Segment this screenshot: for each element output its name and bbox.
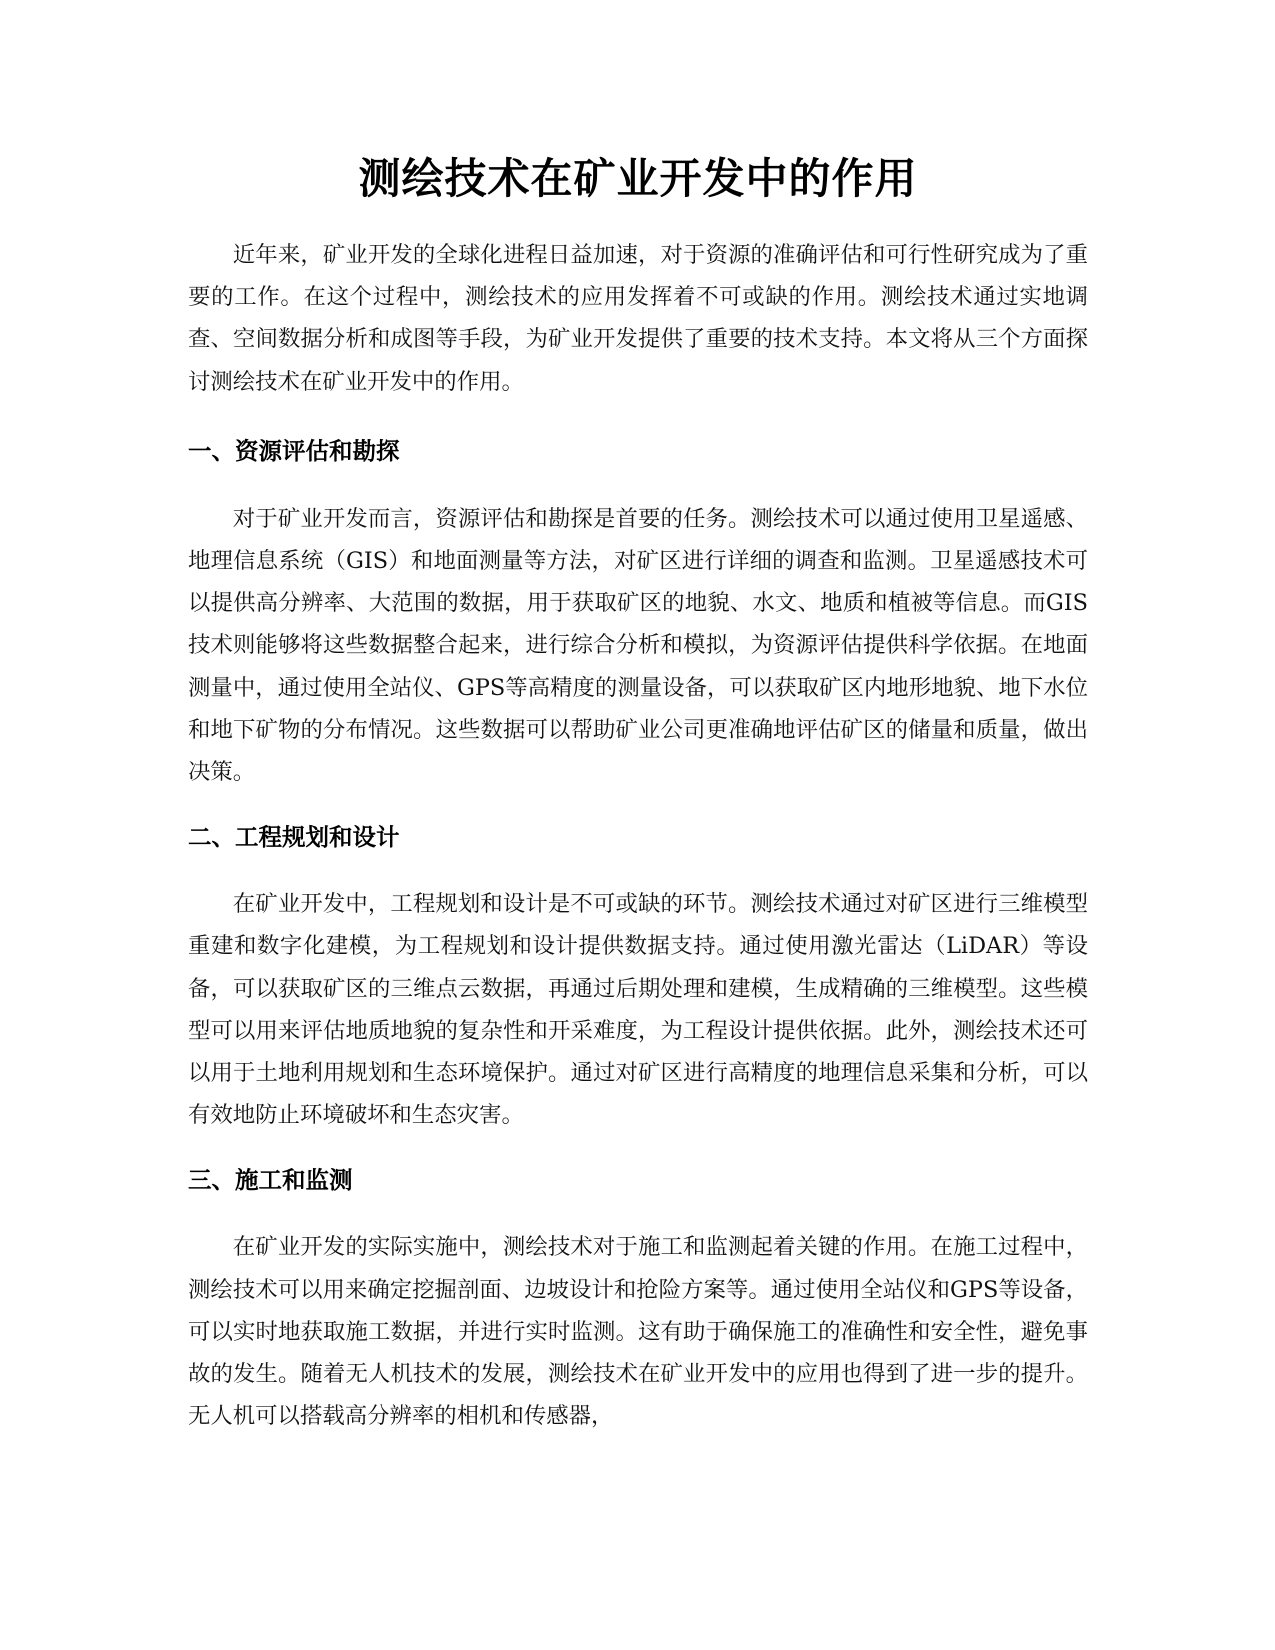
section-engineering-planning [188,820,1088,1136]
section-resource-evaluation [188,434,1088,793]
section-paragraph: 在矿业开发中，工程规划和设计是不可或缺的环节。测绘技术通过对矿区进行三维模型重建和数字化建模，为工程规划和设计提供数据支持。通过使用激光雷达（LiDAR）等设备，可以获取矿区的三维点云数据，再通过后期处理和建模，生成精确的三维模型。这些模型可以用来评估地质地貌的复杂性和开采难度，为工程设计提供依据。此外，测绘技术还可以用于土地利用规划和生态环境保护。通过对矿区进行高精度的地理信息采集和分析，可以有效地防止环境破坏和生态灾害。 [188,891,1088,1129]
section-construction-monitoring [188,1163,1088,1437]
intro-paragraph: 近年来，矿业开发的全球化进程日益加速，对于资源的准确评估和可行性研究成为了重要的工作。在这个过程中，测绘技术的应用发挥着不可或缺的作用。测绘技术通过实地调查、空间数据分析和成图等手段，为矿业开发提供了重要的技术支持。本文将从三个方面探讨测绘技术在矿业开发中的作用。 [188,242,1088,395]
document-title: 测绘技术在矿业开发中的作用 [358,154,918,203]
document-page [188,150,1088,1464]
section-heading: 一、资源评估和勘探 [188,436,400,465]
section-heading: 二、工程规划和设计 [188,823,400,852]
section-heading: 三、施工和监测 [188,1166,353,1195]
section-paragraph: 对于矿业开发而言，资源评估和勘探是首要的任务。测绘技术可以通过使用卫星遥感、地理信息系统（GIS）和地面测量等方法，对矿区进行详细的调查和监测。卫星遥感技术可以提供高分辨率、大范围的数据，用于获取矿区的地貌、水文、地质和植被等信息。而GIS技术则能够将这些数据整合起来，进行综合分析和模拟，为资源评估提供科学依据。在地面测量中，通过使用全站仪、GPS等高精度的测量设备，可以获取矿区内地形地貌、地下水位和地下矿物的分布情况。这些数据可以帮助矿业公司更准确地评估矿区的储量和质量，做出决策。 [188,505,1088,786]
section-paragraph: 在矿业开发的实际实施中，测绘技术对于施工和监测起着关键的作用。在施工过程中，测绘技术可以用来确定挖掘剖面、边坡设计和抢险方案等。通过使用全站仪和GPS等设备，可以实时地获取施工数据，并进行实时监测。这有助于确保施工的准确性和安全性，避免事故的发生。随着无人机技术的发展，测绘技术在矿业开发中的应用也得到了进一步的提升。无人机可以搭载高分辨率的相机和传感器， [188,1234,1088,1430]
